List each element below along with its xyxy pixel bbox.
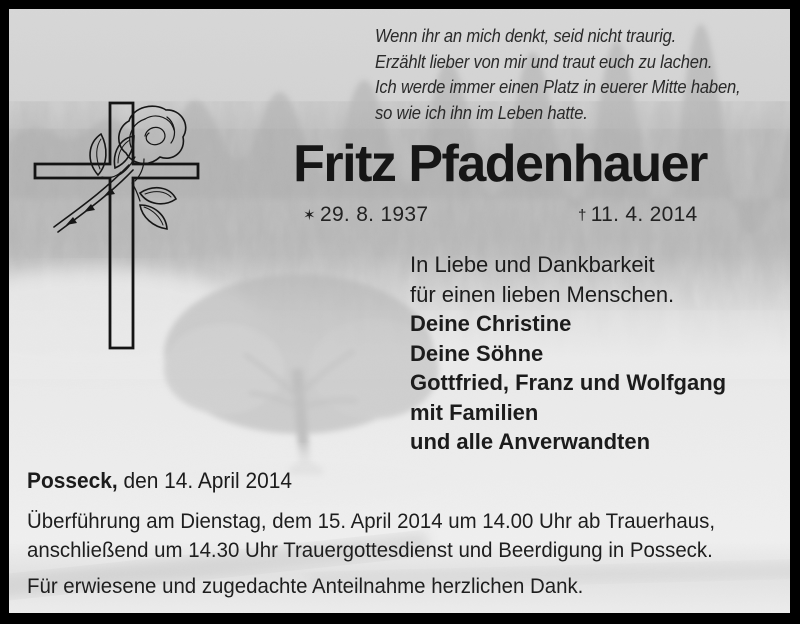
verse-line: Erzählt lieber von mir und traut euch zu lachen. <box>375 51 713 72</box>
mourner-line: und alle Anverwandten <box>410 429 651 454</box>
tribute-intro-line: In Liebe und Dankbarkeit <box>410 252 655 277</box>
funeral-notice-line: anschließend um 14.30 Uhr Trauergottesdienst und Beerdigung in Posseck. <box>27 537 713 562</box>
cross-rose-illustration <box>28 95 208 357</box>
deceased-name: Fritz Pfadenhauer <box>293 135 707 193</box>
death-date-text: 11. 4. 2014 <box>590 203 698 226</box>
birth-star-icon: ✶ <box>303 207 316 224</box>
death-cross-icon: † <box>578 207 587 224</box>
tribute-block <box>410 250 726 457</box>
verse-line: Ich werde immer einen Platz in euerer Mitte haben, <box>375 77 741 97</box>
funeral-notice <box>27 507 715 564</box>
memorial-verse <box>375 24 740 126</box>
funeral-notice-line: Überführung am Dienstag, dem 15. April 2014 um 14.00 Uhr ab Trauerhaus, <box>27 509 716 533</box>
death-date <box>578 203 698 227</box>
verse-line: Wenn ihr an mich denkt, seid nicht traurig. <box>375 26 677 46</box>
dateline-date: den 14. April 2014 <box>117 468 292 493</box>
mourner-line: Gottfried, Franz und Wolfgang <box>410 370 727 395</box>
dateline-place: Posseck, <box>27 468 118 493</box>
birth-date-text: 29. 8. 1937 <box>319 203 429 226</box>
birth-date <box>303 203 428 227</box>
mourner-line: Deine Christine <box>410 311 572 336</box>
dateline <box>27 468 292 494</box>
mourner-line: Deine Söhne <box>410 340 544 366</box>
rose-icon <box>54 106 186 232</box>
mourner-line: mit Familien <box>410 399 539 425</box>
thanks-line: Für erwiesene und zugedachte Anteilnahme herzlichen Dank. <box>27 574 584 598</box>
verse-line: so wie ich ihn im Leben hatte. <box>375 102 588 123</box>
tribute-intro-line: für einen lieben Menschen. <box>410 281 675 307</box>
